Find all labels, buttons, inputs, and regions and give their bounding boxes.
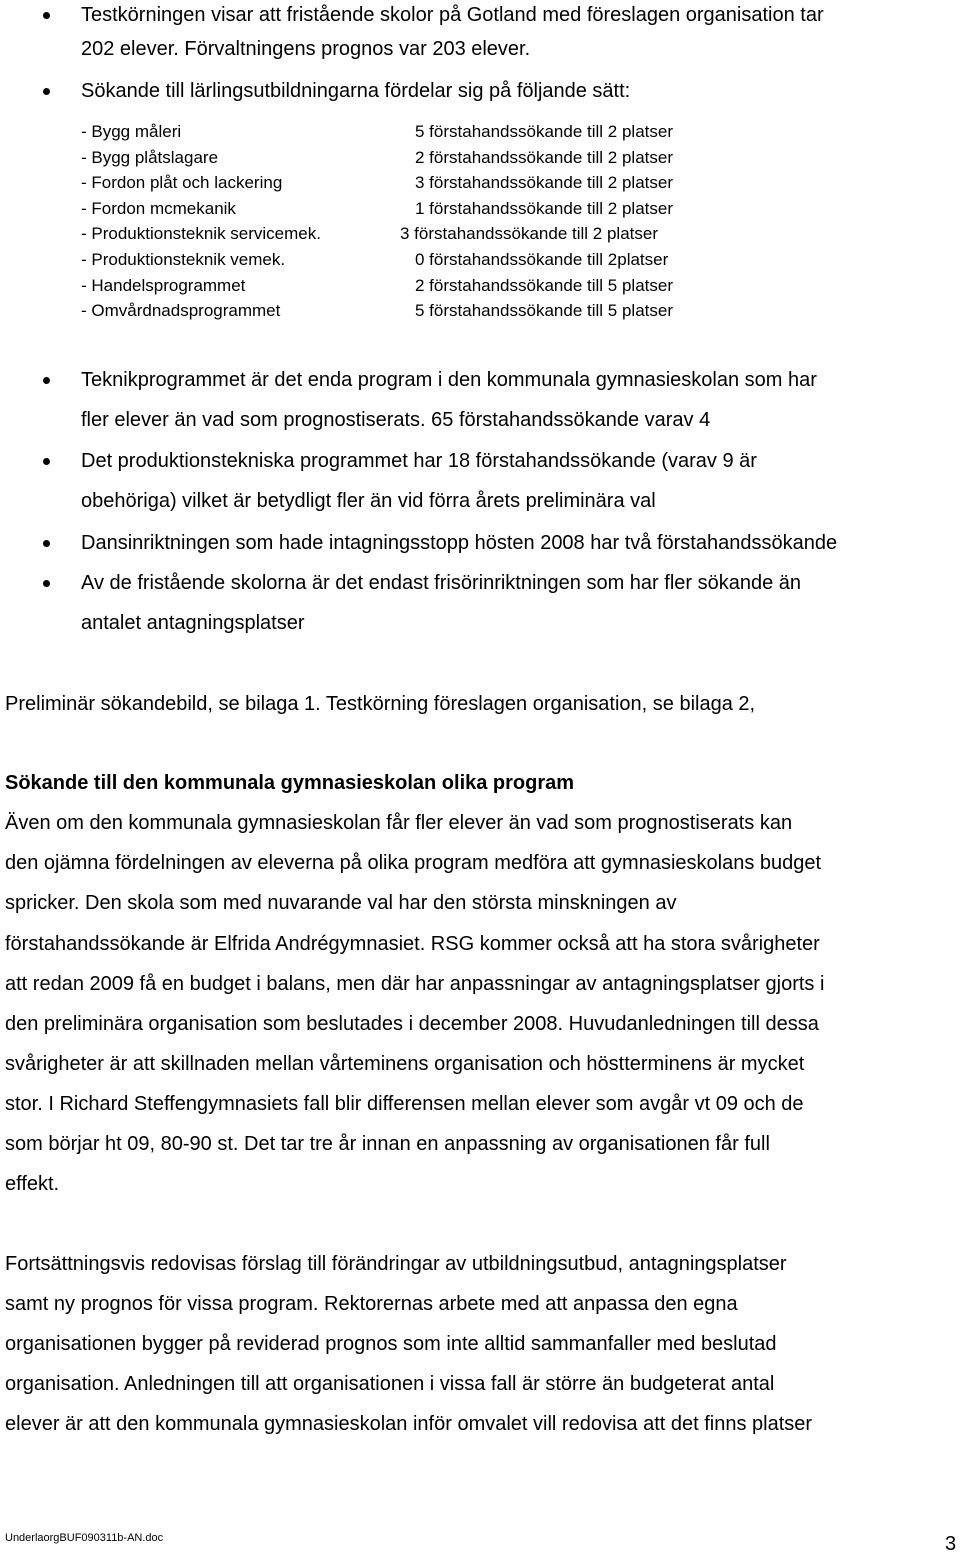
paragraph-line: samt ny prognos för vissa program. Rektorernas arbete med att anpassa den egna	[5, 1293, 738, 1315]
bullet-dot	[43, 88, 50, 95]
paragraph-line: Även om den kommunala gymnasieskolan får fler elever än vad som prognostiserats kan	[5, 812, 793, 834]
applicant-row	[81, 249, 781, 271]
bullet-dot	[43, 580, 50, 587]
bullet-dot	[43, 377, 50, 384]
program-name: - Fordon mcmekanik	[81, 199, 236, 218]
paragraph-line: förstahandssökande är Elfrida Andrégymnasiet. RSG kommer också att ha stora svårigheter	[5, 933, 820, 955]
paragraph-line: spricker. Den skola som med nuvarande val har den största minskningen av	[5, 892, 677, 914]
paragraph-line: den ojämna fördelningen av eleverna på olika program medföra att gymnasieskolans budget	[5, 852, 822, 874]
applicant-count: 1 förstahandssökande till 2 platser	[415, 199, 673, 218]
applicant-count: 2 förstahandssökande till 5 platser	[415, 276, 673, 295]
bullet-text-line: fler elever än vad som prognostiserats. 65 förstahandssökande varav 4	[81, 409, 711, 431]
applicant-count: 5 förstahandssökande till 2 platser	[415, 122, 673, 141]
applicant-row	[81, 223, 781, 245]
bullet-text-line: Teknikprogrammet är det enda program i den kommunala gymnasieskolan som har	[81, 369, 817, 391]
bullet-dot	[43, 12, 50, 19]
footer-filename: UnderlaorgBUF090311b-AN.doc	[5, 1532, 164, 1544]
bullet-text-line: antalet antagningsplatser	[81, 612, 305, 634]
paragraph-line: organisationen bygger på reviderad prognos som inte alltid sammanfaller med beslutad	[5, 1333, 777, 1355]
paragraph-line: svårigheter är att skillnaden mellan vårteminens organisation och höstterminens är mycket	[5, 1053, 805, 1075]
bullet-text-line: Testkörningen visar att fristående skolor på Gotland med föreslagen organisation tar	[81, 4, 824, 26]
applicant-count: 3 förstahandssökande till 2 platser	[415, 173, 673, 192]
paragraph-line: Fortsättningsvis redovisas förslag till förändringar av utbildningsutbud, antagningsplatser	[5, 1253, 787, 1275]
bullet-text-line: 202 elever. Förvaltningens prognos var 203 elever.	[81, 38, 531, 60]
paragraph-line: effekt.	[5, 1173, 60, 1195]
bullet-text-line: obehöriga) vilket är betydligt fler än vid förra årets preliminära val	[81, 490, 656, 512]
applicant-row	[81, 172, 781, 194]
preliminary-line: Preliminär sökandebild, se bilaga 1. Testkörning föreslagen organisation, se bilaga 2,	[5, 693, 756, 715]
bullet-dot	[43, 540, 50, 547]
program-name: - Produktionsteknik vemek.	[81, 250, 286, 269]
paragraph-line: organisation. Anledningen till att organisationen i vissa fall är större än budgeterat antal	[5, 1373, 775, 1395]
bullet-text-line: Det produktionstekniska programmet har 18 förstahandssökande (varav 9 är	[81, 450, 757, 472]
paragraph-line: den preliminära organisation som beslutades i december 2008. Huvudanledningen till dessa	[5, 1013, 819, 1035]
applicant-count: 2 förstahandssökande till 2 platser	[415, 148, 673, 167]
paragraph-line: stor. I Richard Steffengymnasiets fall blir differensen mellan elever som avgår vt 09 och de	[5, 1093, 804, 1115]
program-name: - Produktionsteknik servicemek.	[81, 224, 321, 243]
applicant-row	[81, 147, 781, 169]
bullet-text-line: Dansinriktningen som hade intagningsstopp hösten 2008 har två förstahandssökande	[81, 532, 838, 554]
bullet-dot	[43, 458, 50, 465]
program-name: - Bygg måleri	[81, 122, 182, 141]
applicant-count: 3 förstahandssökande till 2 platser	[400, 224, 658, 243]
applicant-row	[81, 198, 781, 220]
applicant-row	[81, 121, 781, 143]
paragraph-line: elever är att den kommunala gymnasieskolan inför omvalet vill redovisa att det finns platser	[5, 1413, 813, 1435]
paragraph-line: att redan 2009 få en budget i balans, men där har anpassningar av antagningsplatser gjorts i	[5, 973, 825, 995]
program-name: - Handelsprogrammet	[81, 276, 246, 295]
applicant-row	[81, 275, 781, 297]
paragraph-line: som börjar ht 09, 80-90 st. Det tar tre år innan en anpassning av organisationen får full	[5, 1133, 770, 1155]
page-number: 3	[945, 1533, 957, 1555]
program-name: - Bygg plåtslagare	[81, 148, 219, 167]
bullet-text-line: Sökande till lärlingsutbildningarna fördelar sig på följande sätt:	[81, 80, 631, 102]
section-heading: Sökande till den kommunala gymnasieskolan olika program	[5, 772, 575, 794]
applicant-count: 0 förstahandssökande till 2platser	[415, 250, 669, 269]
program-name: - Omvårdnadsprogrammet	[81, 301, 281, 320]
bullet-text-line: Av de fristående skolorna är det endast frisörinriktningen som har fler sökande än	[81, 572, 802, 594]
applicant-row	[81, 300, 781, 322]
applicant-count: 5 förstahandssökande till 5 platser	[415, 301, 673, 320]
program-name: - Fordon plåt och lackering	[81, 173, 283, 192]
